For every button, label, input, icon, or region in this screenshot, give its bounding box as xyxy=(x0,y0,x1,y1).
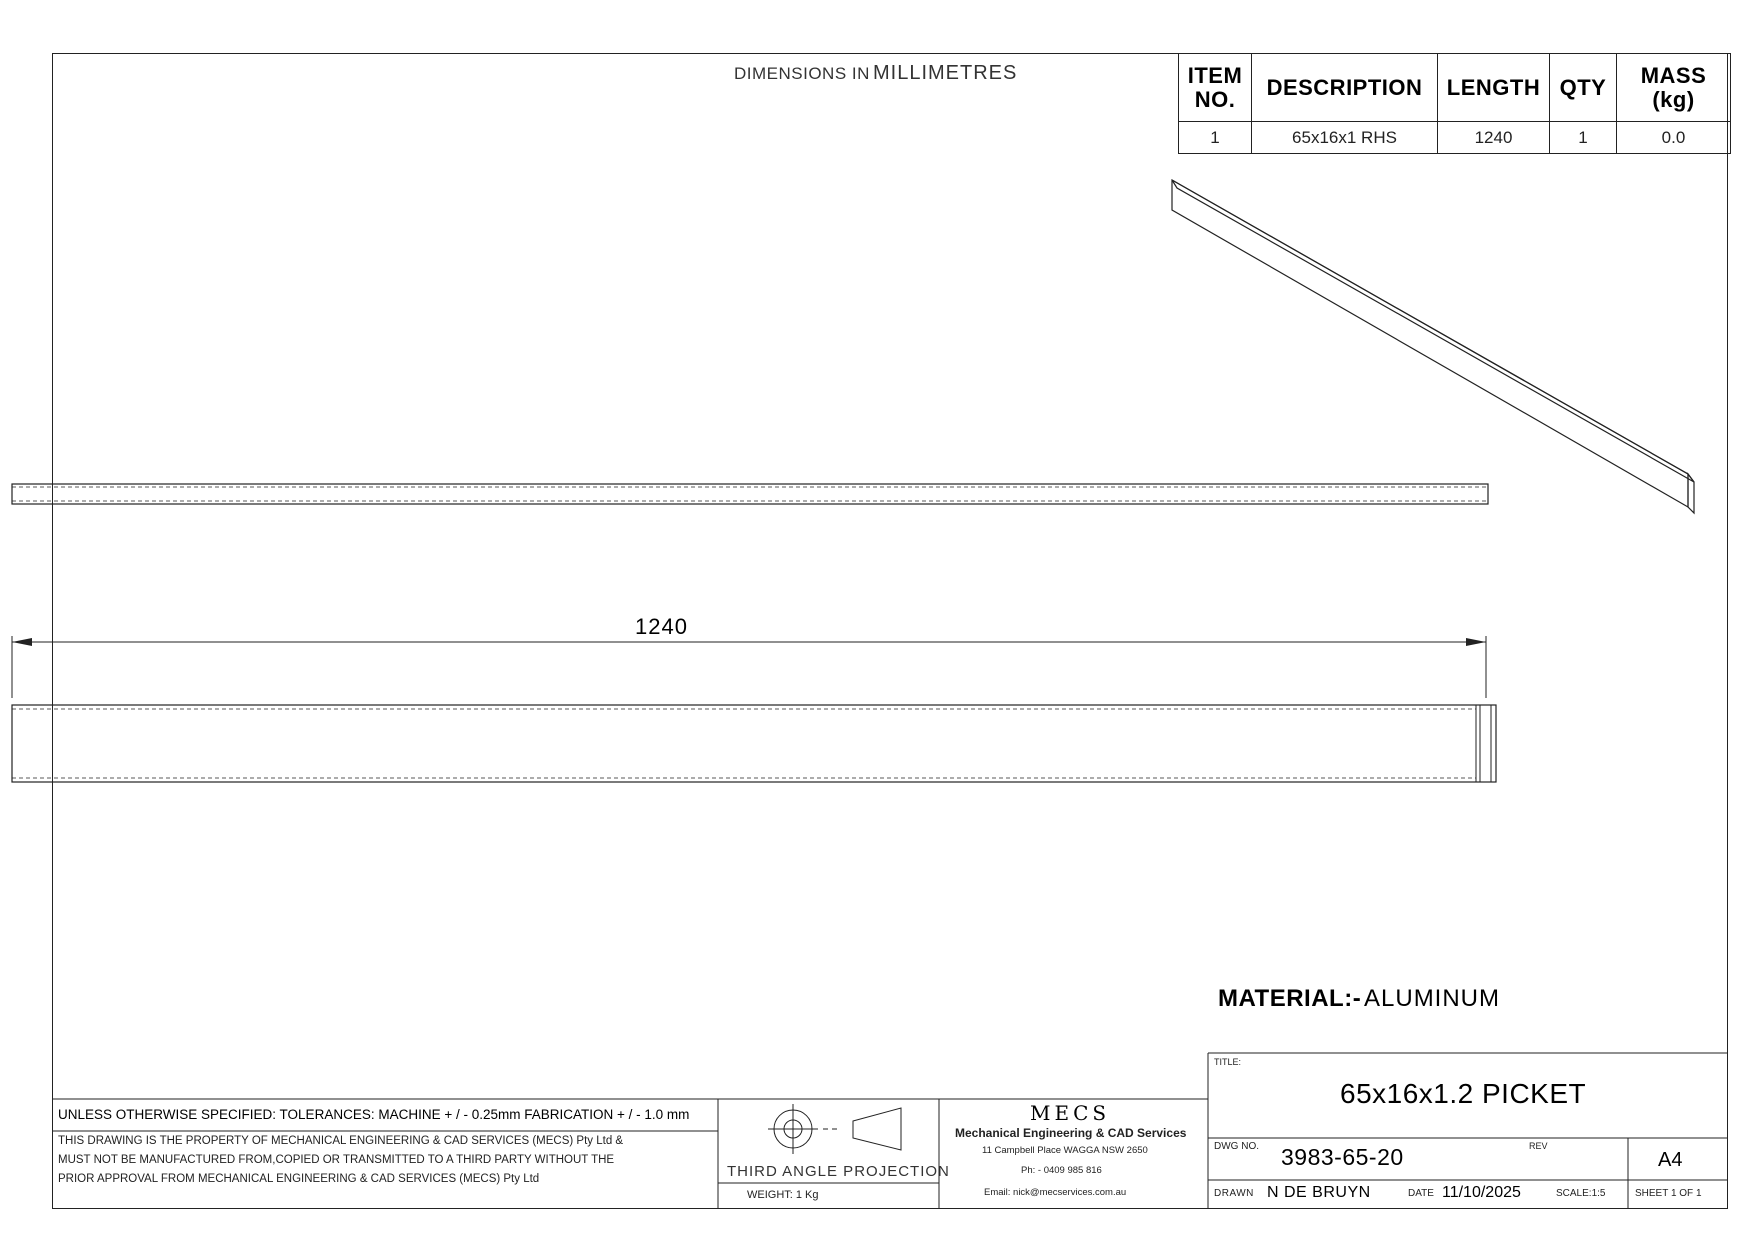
projection-symbol xyxy=(768,1104,901,1154)
front-view xyxy=(12,705,1496,782)
company-phone: Ph: - 0409 985 816 xyxy=(1021,1165,1102,1176)
bom-cell-qty: 1 xyxy=(1550,122,1617,154)
sheet-number: SHEET 1 OF 1 xyxy=(1635,1188,1702,1199)
title-label: TITLE: xyxy=(1214,1057,1242,1067)
drawing-scale: SCALE:1:5 xyxy=(1556,1188,1606,1199)
company-name: Mechanical Engineering & CAD Services xyxy=(955,1126,1187,1140)
bom-col-item-label: ITEM NO. xyxy=(1187,63,1243,112)
bom-col-description: DESCRIPTION xyxy=(1252,54,1438,122)
rev-label: REV xyxy=(1529,1141,1548,1151)
dwg-no: 3983-65-20 xyxy=(1281,1144,1404,1170)
property-notice-line-1: THIS DRAWING IS THE PROPERTY OF MECHANICAL ENGINEERING & CAD SERVICES (MECS) Pty Ltd & xyxy=(58,1135,624,1147)
top-view xyxy=(12,484,1488,504)
bom-cell-item: 1 xyxy=(1179,122,1252,154)
property-notice-line-2: MUST NOT BE MANUFACTURED FROM,COPIED OR TRANSMITTED TO A THIRD PARTY WITHOUT THE xyxy=(58,1154,615,1166)
bom-cell-description: 65x16x1 RHS xyxy=(1252,122,1438,154)
sheet-size: A4 xyxy=(1658,1149,1683,1171)
dimensions-unit: MILLIMETRES xyxy=(873,62,1018,84)
bom-col-mass-label: MASS (kg) xyxy=(1640,63,1707,112)
length-dimension xyxy=(12,636,1486,698)
date-label: DATE xyxy=(1408,1188,1434,1199)
company-logo: MECS xyxy=(1030,1101,1111,1125)
bom-cell-mass: 0.0 xyxy=(1617,122,1731,154)
bom-col-length: LENGTH xyxy=(1438,54,1550,122)
dwg-no-label: DWG NO. xyxy=(1214,1141,1259,1152)
projection-label: THIRD ANGLE PROJECTION xyxy=(727,1163,950,1180)
property-notice-line-3: PRIOR APPROVAL FROM MECHANICAL ENGINEERING & CAD SERVICES (MECS) Pty Ltd xyxy=(58,1173,540,1185)
dimensions-label: DIMENSIONS IN xyxy=(734,64,870,83)
drawing-title: 65x16x1.2 PICKET xyxy=(1340,1078,1587,1109)
bom-col-qty: QTY xyxy=(1550,54,1617,122)
length-dimension-value: 1240 xyxy=(635,614,688,639)
tolerances-note: UNLESS OTHERWISE SPECIFIED: TOLERANCES: MACHINE + / - 0.25mm FABRICATION + / - 1.0 mm xyxy=(58,1107,690,1122)
company-email: Email: nick@mecservices.com.au xyxy=(984,1187,1127,1198)
weight-value: WEIGHT: 1 Kg xyxy=(747,1189,819,1201)
drawn-by: N DE BRUYN xyxy=(1267,1184,1371,1201)
bom-cell-length: 1240 xyxy=(1438,122,1550,154)
isometric-view xyxy=(1172,180,1694,513)
material-value: ALUMINUM xyxy=(1364,985,1501,1012)
company-address: 11 Campbell Place WAGGA NSW 2650 xyxy=(982,1145,1148,1156)
material-label: MATERIAL:- xyxy=(1218,985,1362,1012)
drawing-date: 11/10/2025 xyxy=(1442,1184,1521,1201)
drawn-label: DRAWN xyxy=(1214,1188,1254,1199)
